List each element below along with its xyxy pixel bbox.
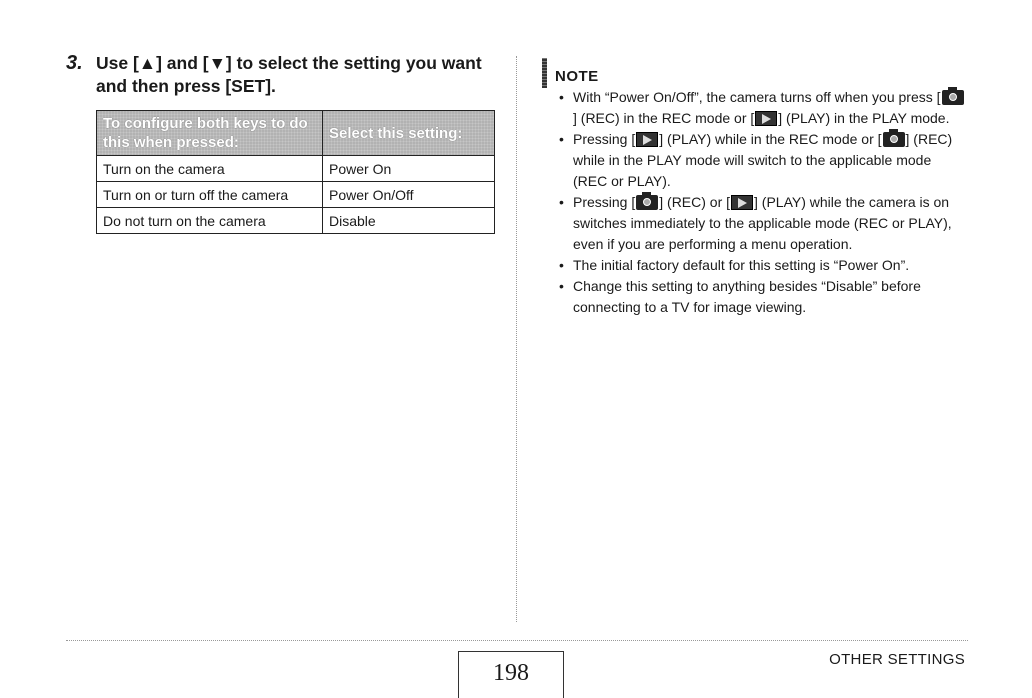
note-item — [557, 129, 967, 192]
note-text: Pressing [ — [573, 194, 636, 210]
page-number-box — [458, 651, 564, 698]
table-row — [97, 182, 495, 208]
step-number: 3. — [66, 52, 83, 74]
footer-divider — [66, 640, 968, 641]
section-label: OTHER SETTINGS — [829, 651, 965, 668]
note-item — [557, 255, 967, 276]
page-number: 198 — [493, 660, 529, 686]
note-text: ] (PLAY) while the camera is on switches immediately to the applicable mode (REC or PLAY), even if you are performing a menu operation. — [573, 194, 952, 252]
note-text: Change this setting to anything besides “Disable” before connecting to a TV for image viewing. — [573, 278, 921, 315]
table-cell-setting: Disable — [323, 208, 495, 234]
table-row — [97, 208, 495, 234]
table-cell-setting: Power On — [323, 156, 495, 182]
note-text: With “Power On/Off”, the camera turns off when you press [ — [573, 89, 941, 105]
step-text: Use [▲] and [▼] to select the setting you want and then press [SET]. — [96, 53, 482, 96]
camera-icon — [942, 90, 964, 105]
table-row — [97, 156, 495, 182]
note-text: ] (PLAY) in the PLAY mode. — [778, 110, 950, 126]
play-icon — [755, 111, 777, 126]
table-header-setting: Select this setting: — [323, 111, 495, 156]
note-text: The initial factory default for this setting is “Power On”. — [573, 257, 910, 273]
table-cell-action: Turn on or turn off the camera — [97, 182, 323, 208]
note-title: NOTE — [555, 68, 599, 85]
play-icon — [731, 195, 753, 210]
column-divider — [516, 56, 517, 622]
note-text: Pressing [ — [573, 131, 636, 147]
camera-icon — [636, 195, 658, 210]
note-list — [557, 87, 967, 318]
note-marker-bar — [542, 58, 547, 88]
note-item — [557, 276, 967, 318]
settings-table — [96, 110, 495, 234]
table-header-row — [97, 111, 495, 156]
note-item — [557, 87, 967, 129]
table-cell-action: Do not turn on the camera — [97, 208, 323, 234]
table-cell-setting: Power On/Off — [323, 182, 495, 208]
camera-icon — [883, 132, 905, 147]
table-cell-action: Turn on the camera — [97, 156, 323, 182]
note-text: ] (REC) or [ — [659, 194, 731, 210]
note-text: ] (REC) while in the PLAY mode will switch to the applicable mode (REC or PLAY). — [573, 131, 953, 189]
note-text: ] (PLAY) while in the REC mode or [ — [659, 131, 882, 147]
note-item — [557, 192, 967, 255]
note-text: ] (REC) in the REC mode or [ — [573, 110, 755, 126]
table-header-action: To configure both keys to do this when pressed: — [97, 111, 323, 156]
play-icon — [636, 132, 658, 147]
